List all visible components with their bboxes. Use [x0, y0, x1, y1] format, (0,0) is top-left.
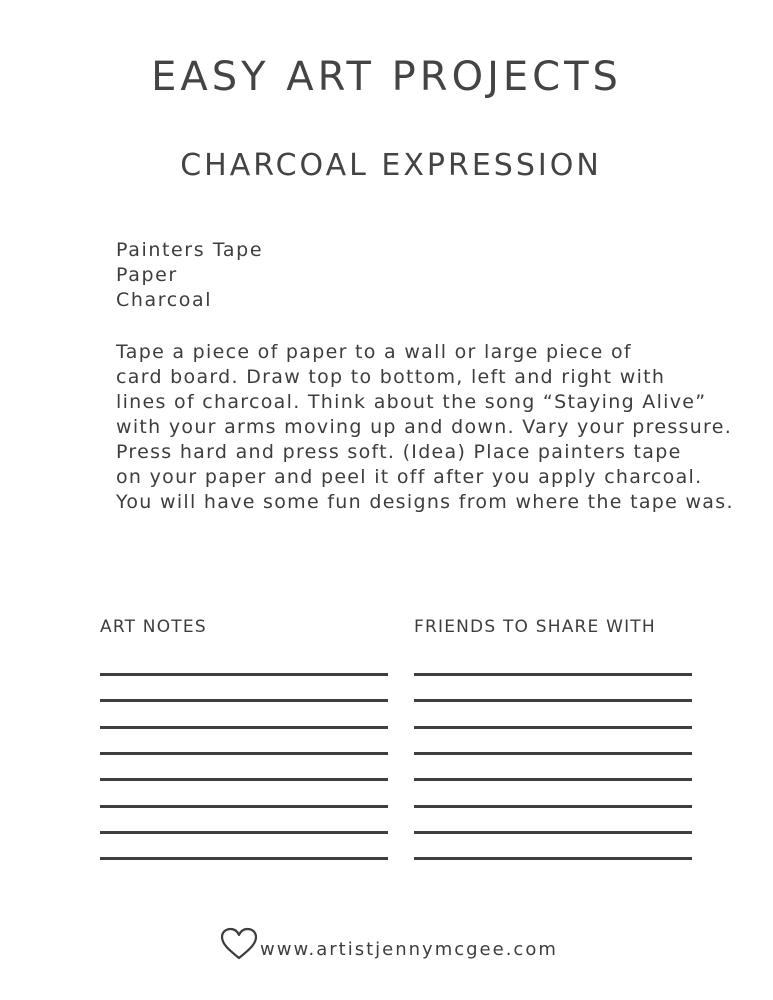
- page-title: EASY ART PROJECTS: [151, 54, 622, 100]
- footer: [220, 926, 558, 962]
- writing-line: [100, 673, 388, 676]
- instructions-paragraph: [116, 340, 756, 515]
- project-title: CHARCOAL EXPRESSION: [180, 148, 602, 183]
- writing-line: [414, 857, 692, 860]
- heart-icon: [220, 927, 258, 961]
- writing-line: [414, 726, 692, 729]
- material-item: Painters Tape: [116, 239, 264, 261]
- writing-line: [414, 805, 692, 808]
- writing-line: [414, 752, 692, 755]
- writing-line: [100, 778, 388, 781]
- instruction-line: card board. Draw top to bottom, left and right with: [116, 366, 666, 388]
- writing-line: [100, 752, 388, 755]
- friends-section: [414, 616, 692, 638]
- friends-heading: FRIENDS TO SHARE WITH: [414, 617, 656, 637]
- instruction-line: You will have some fun designs from where the tape was.: [116, 491, 734, 513]
- instruction-line: Press hard and press soft. (Idea) Place painters tape: [116, 441, 682, 463]
- material-item: Charcoal: [116, 289, 213, 311]
- material-item: Paper: [116, 264, 178, 286]
- writing-line: [414, 831, 692, 834]
- instruction-line: lines of charcoal. Think about the song “Staying Alive”: [116, 391, 707, 413]
- instruction-line: Tape a piece of paper to a wall or large piece of: [116, 341, 632, 363]
- writing-line: [100, 726, 388, 729]
- writing-line: [100, 805, 388, 808]
- instruction-line: on your paper and peel it off after you apply charcoal.: [116, 466, 703, 488]
- writing-line: [414, 673, 692, 676]
- materials-list: [116, 238, 263, 313]
- writing-line: [100, 857, 388, 860]
- art-notes-section: [100, 616, 388, 638]
- writing-line: [100, 831, 388, 834]
- website-link[interactable]: www.artistjennymcgee.com: [260, 938, 558, 960]
- art-notes-heading: ART NOTES: [100, 617, 207, 637]
- writing-line: [414, 699, 692, 702]
- writing-line: [414, 778, 692, 781]
- instruction-line: with your arms moving up and down. Vary your pressure.: [116, 416, 733, 438]
- writing-line: [100, 699, 388, 702]
